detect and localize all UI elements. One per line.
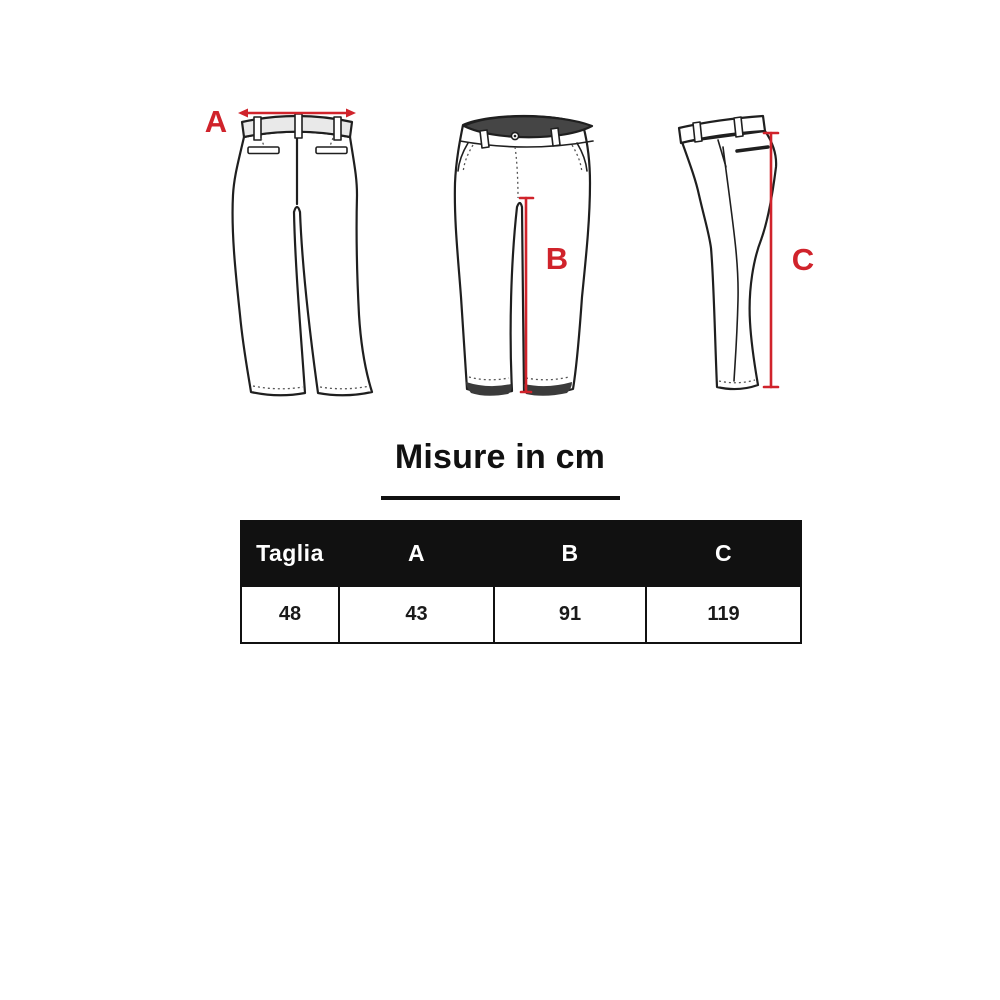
pants-back-body: [233, 132, 372, 396]
belt-loop: [295, 114, 302, 138]
size-table-header-b: B: [494, 521, 646, 586]
pants-front-drawing: [455, 116, 593, 396]
belt-loop: [480, 130, 489, 148]
pants-side-view-diagram: [655, 85, 830, 415]
size-cell-a: 43: [339, 586, 494, 643]
size-table-data-row: [241, 586, 801, 643]
size-cell-taglia: 48: [241, 586, 339, 643]
pants-side-body: [682, 131, 776, 389]
size-table-header-taglia: Taglia: [241, 521, 339, 586]
size-table-header-a: A: [339, 521, 494, 586]
back-pocket-right: [316, 147, 347, 154]
size-table: [240, 520, 802, 644]
pants-back-view-diagram: [195, 85, 395, 415]
pants-side-drawing: [679, 116, 776, 389]
size-cell-c: 119: [646, 586, 801, 643]
belt-loop: [551, 128, 560, 146]
measure-label-b: B: [545, 241, 569, 276]
belt-loop: [693, 122, 702, 142]
pants-front-body: [455, 116, 590, 393]
pants-back-drawing: [233, 114, 372, 395]
back-pocket-left: [248, 147, 279, 154]
measure-label-a: A: [204, 104, 228, 139]
title-underline: [381, 496, 620, 500]
belt-loop: [254, 117, 261, 140]
size-cell-b: 91: [494, 586, 646, 643]
belt-loop: [334, 117, 341, 140]
measure-label-c: C: [791, 242, 815, 277]
page-title: Misure in cm: [394, 438, 606, 476]
size-table-header-c: C: [646, 521, 801, 586]
waist-button-center: [514, 135, 517, 138]
size-table-header-row: [241, 521, 801, 586]
belt-loop: [734, 117, 743, 137]
pants-front-view-diagram: [430, 85, 630, 415]
